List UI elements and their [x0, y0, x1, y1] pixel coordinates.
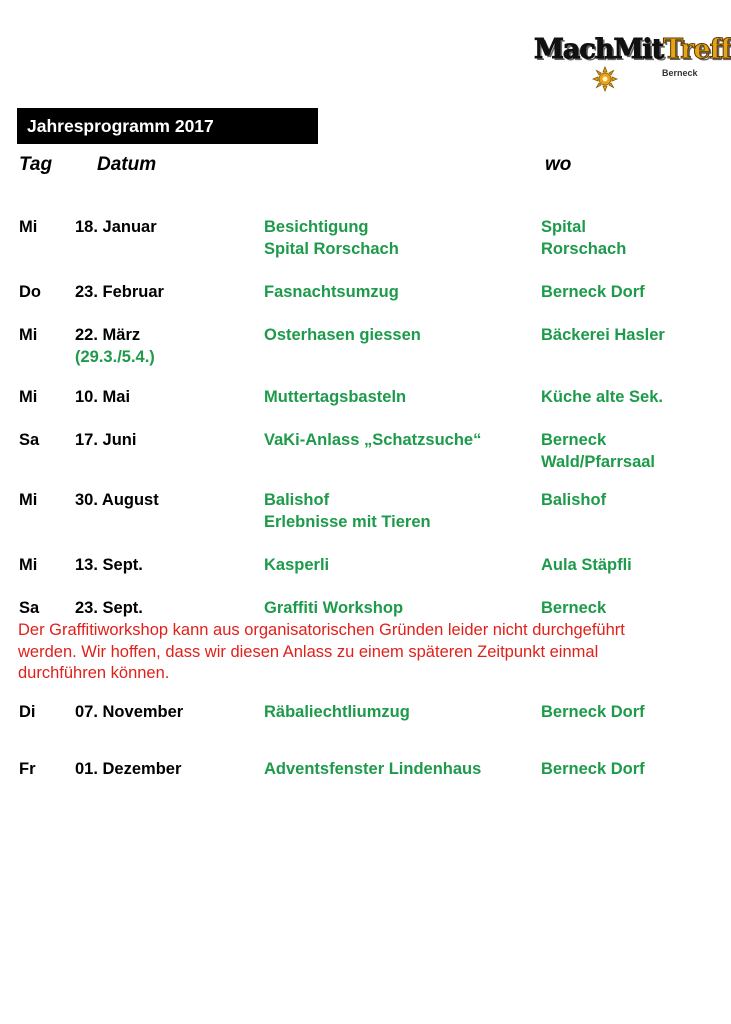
- row-tag: Mi: [19, 388, 38, 406]
- row-location: Berneck Dorf: [541, 760, 645, 778]
- logo-subtitle: Berneck: [662, 68, 698, 78]
- row-tag: Di: [19, 703, 36, 721]
- row-date: 22. März: [75, 326, 141, 344]
- row-event: Besichtigung: [264, 218, 369, 236]
- row-location-line2: Wald/Pfarrsaal: [541, 452, 656, 471]
- row-location: Berneck Dorf: [541, 703, 645, 721]
- cancellation-note: Der Graffitiworkshop kann aus organisatorischen Gründen leider nicht durchgeführt werden. Wir hoffen, dass wir diesen Anlass zu einem späteren Zeitpunkt einmal durchführen können.: [18, 621, 625, 682]
- row-event-line2: Erlebnisse mit Tieren: [264, 512, 431, 531]
- row-location: Balishof: [541, 491, 607, 509]
- row-location: Bäckerei Hasler: [541, 326, 665, 344]
- row-event: VaKi-Anlass „Schatzsuche“: [264, 431, 482, 449]
- row-tag: Mi: [19, 556, 38, 574]
- row-event: Fasnachtsumzug: [264, 283, 399, 301]
- row-tag: Do: [19, 283, 41, 301]
- row-event: Räbaliechtliumzug: [264, 703, 410, 721]
- row-date: 13. Sept.: [75, 556, 143, 574]
- row-tag: Mi: [19, 218, 38, 236]
- row-date: 30. August: [75, 491, 159, 509]
- row-date: 01. Dezember: [75, 760, 182, 778]
- row-event-line2: Spital Rorschach: [264, 239, 399, 258]
- row-location: Küche alte Sek.: [541, 388, 663, 406]
- row-tag: Fr: [19, 760, 36, 778]
- row-date: 18. Januar: [75, 218, 157, 236]
- row-date: 17. Juni: [75, 431, 137, 449]
- header-wo: wo: [545, 154, 572, 175]
- header-tag: Tag: [19, 154, 53, 175]
- row-event: Balishof: [264, 491, 330, 509]
- row-date: 23. Februar: [75, 283, 164, 301]
- row-event: Kasperli: [264, 556, 330, 574]
- row-date: 23. Sept.: [75, 599, 143, 617]
- header-datum: Datum: [97, 154, 157, 175]
- machmittreff-logo: [534, 30, 731, 92]
- row-tag: Sa: [19, 431, 40, 449]
- row-event: Osterhasen giessen: [264, 326, 421, 344]
- logo-wordmark: MachMitTreff: [534, 34, 731, 65]
- row-location: Berneck: [541, 599, 607, 617]
- row-tag: Sa: [19, 599, 40, 617]
- row-tag: Mi: [19, 491, 38, 509]
- sun-icon: [592, 66, 618, 92]
- page-title: Jahresprogramm 2017: [17, 108, 318, 144]
- row-date: 10. Mai: [75, 388, 131, 406]
- row-tag: Mi: [19, 326, 38, 344]
- row-event: Graffiti Workshop: [264, 599, 404, 617]
- row-location: Berneck: [541, 431, 607, 449]
- row-location-line2: Rorschach: [541, 239, 627, 258]
- row-location: Spital: [541, 218, 586, 236]
- row-date: 07. November: [75, 703, 184, 721]
- row-location: Aula Stäpfli: [541, 556, 632, 574]
- row-location: Berneck Dorf: [541, 283, 645, 301]
- row-date-alternatives: (29.3./5.4.): [75, 347, 155, 366]
- row-event: Muttertagsbasteln: [264, 388, 407, 406]
- row-event: Adventsfenster Lindenhaus: [264, 760, 482, 778]
